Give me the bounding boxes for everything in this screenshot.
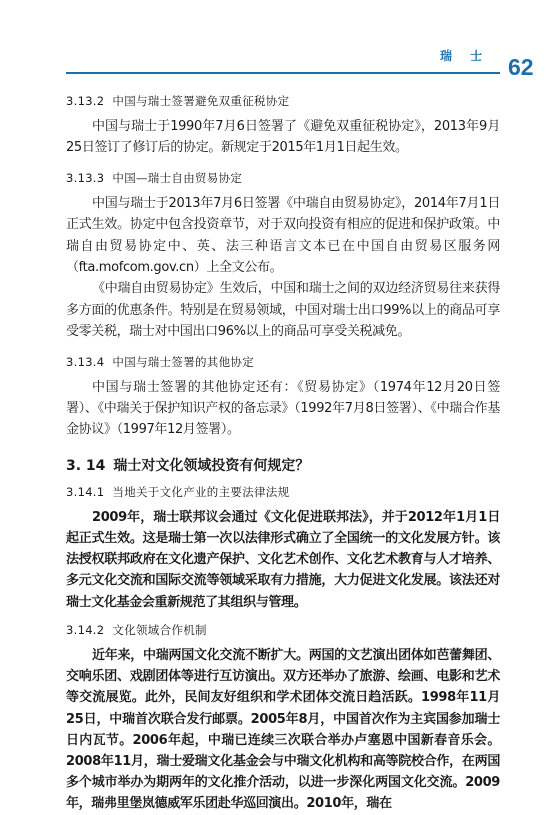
subsection-title: 文化领域合作机制	[112, 622, 207, 637]
subsection-heading-3-13-4	[66, 355, 500, 377]
page-number: 62	[508, 54, 534, 80]
paragraph: 中国与瑞士于1990年7月6日签署了《避免双重征税协定》，2013年9月25日签订了修订后的协定。新规定于2015年1月1日起生效。	[66, 119, 500, 156]
page-body	[66, 94, 500, 815]
section-heading-3-14	[66, 457, 500, 485]
subsection-heading-3-14-1	[66, 485, 500, 507]
subsection-number: 3.13.3	[66, 170, 105, 185]
section-number: 3. 14	[66, 457, 106, 474]
section-title: 瑞士对文化领域投资有何规定？	[113, 457, 310, 474]
paragraph: 2009年，瑞士联邦议会通过《文化促进联邦法》，并于2012年1月1日起正式生效。这是瑞士第一次以法律形式确立了全国统一的文化发展方针。该法授权联邦政府在文化遗产保护、文化艺术创作、文化艺术教育与人才培养、多元文化交流和国际交流等领域采取有力措施，大力促进文化发展。该法还对瑞士文化基金会重新规范了其组织与管理。	[66, 509, 500, 610]
paragraph: 中国与瑞士签署的其他协定还有：《贸易协定》（1974年12月20日签署）、《中瑞关于保护知识产权的备忘录》（1992年7月8日签署）、《中瑞合作基金协议》（1997年12月签署）。	[66, 379, 500, 438]
subsection-title: 当地关于文化产业的主要法律法规	[112, 484, 290, 499]
subsection-number: 3.13.4	[66, 354, 105, 369]
subsection-heading-3-13-3	[66, 171, 500, 193]
paragraph: 中国与瑞士于2013年7月6日签署《中瑞自由贸易协定》，2014年7月1日正式生效。协定中包含投资章节，对于双向投资有相应的促进和保护政策。中瑞自由贸易协定中、英、法三种语言文本已在中国自由贸易区服务网（fta.mofcom.gov.cn）上全文公布。	[66, 195, 500, 276]
subsection-number: 3.14.2	[66, 622, 105, 637]
subsection-heading-3-13-2	[66, 94, 500, 116]
subsection-number: 3.14.1	[66, 484, 105, 499]
paragraph: 近年来，中瑞两国文化交流不断扩大。两国的文艺演出团体如芭蕾舞团、交响乐团、戏剧团体等进行互访演出。双方还举办了旅游、绘画、电影和艺术等交流展览。此外，民间友好组织和学术团体交流日趋活跃。1998年11月25日，中瑞首次联合发行邮票。2005年8月，中国首次作为主宾国参加瑞士日内瓦节。2006年起，中瑞已连续三次联合举办卢塞恩中国新春音乐会。2008年11月，瑞士爱瑞文化基金会与中瑞文化机构和高等院校合作，在两国多个城市举办为期两年的文化推介活动，以进一步深化两国文化交流。2009年，瑞弗里堡岚德威军乐团赴华巡回演出。2010年，瑞在	[66, 647, 500, 812]
paragraph: 《中瑞自由贸易协定》生效后，中国和瑞士之间的双边经济贸易往来获得多方面的优惠条件。特别是在贸易领域，中国对瑞士出口99%以上的商品可享受零关税，瑞士对中国出口96%以上的商品可享受关税减免。	[66, 281, 500, 340]
subsection-title: 中国—瑞士自由贸易协定	[112, 170, 243, 185]
subsection-number: 3.13.2	[66, 94, 105, 108]
subsection-title: 中国与瑞士签署的其他协定	[112, 354, 254, 369]
subsection-title: 中国与瑞士签署避免双重征税协定	[112, 94, 290, 108]
header-rule	[66, 72, 500, 74]
subsection-heading-3-14-2	[66, 623, 500, 645]
running-header-country: 瑞 士	[440, 49, 490, 63]
